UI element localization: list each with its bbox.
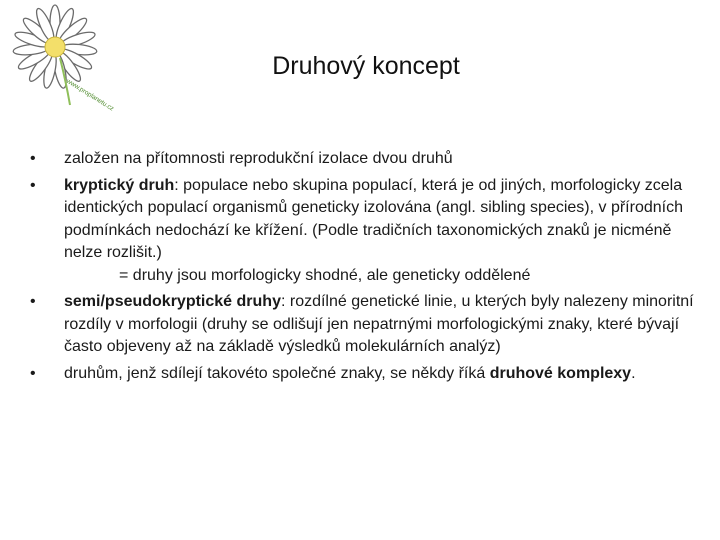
- bullet-symbol: •: [30, 150, 36, 167]
- bullet-text: : rozdílné genetické linie, u kterých byly nalezeny minoritní rozdíly v morfologii (druhy se odlišují jen nepatrnými morfologickými znaky, které bývají často objeveny až na základě výsledků molekulárních analýz): [64, 293, 694, 355]
- term-semicryptic-species: semi/pseudokryptické druhy: [64, 293, 281, 310]
- logo-caption: www.proplanetu.cz: [64, 77, 115, 113]
- term-cryptic-species: kryptický druh: [64, 176, 175, 194]
- term-species-complexes: druhové komplexy: [489, 364, 632, 382]
- bullet-text: : populace nebo skupina populací, která je od jiných, morfologicky zcela identických populací organismů geneticky izolována (angl. sibling species), v přírodních podmínkách nedochází ke křížení. (Podle tradičních taxonomických znaků je nicméně nelze rozlišit.): [64, 176, 683, 261]
- list-item: [30, 363, 710, 386]
- bullet-text: druhům, jenž sdílejí takovéto společné znaky, se někdy říká: [64, 364, 490, 382]
- list-item: [30, 291, 710, 359]
- bullet-symbol: •: [30, 364, 36, 382]
- bullet-note: = druhy jsou morfologicky shodné, ale geneticky oddělené: [119, 266, 531, 284]
- bullet-symbol: •: [30, 293, 36, 310]
- list-item: [30, 148, 710, 171]
- bullet-end: .: [631, 364, 636, 382]
- bullet-text: založen na přítomnosti reprodukční izolace dvou druhů: [64, 150, 453, 167]
- bullet-symbol: •: [30, 176, 36, 194]
- bullet-list: [30, 148, 710, 389]
- page-title: Druhový koncept: [272, 52, 460, 80]
- list-item: [30, 175, 710, 288]
